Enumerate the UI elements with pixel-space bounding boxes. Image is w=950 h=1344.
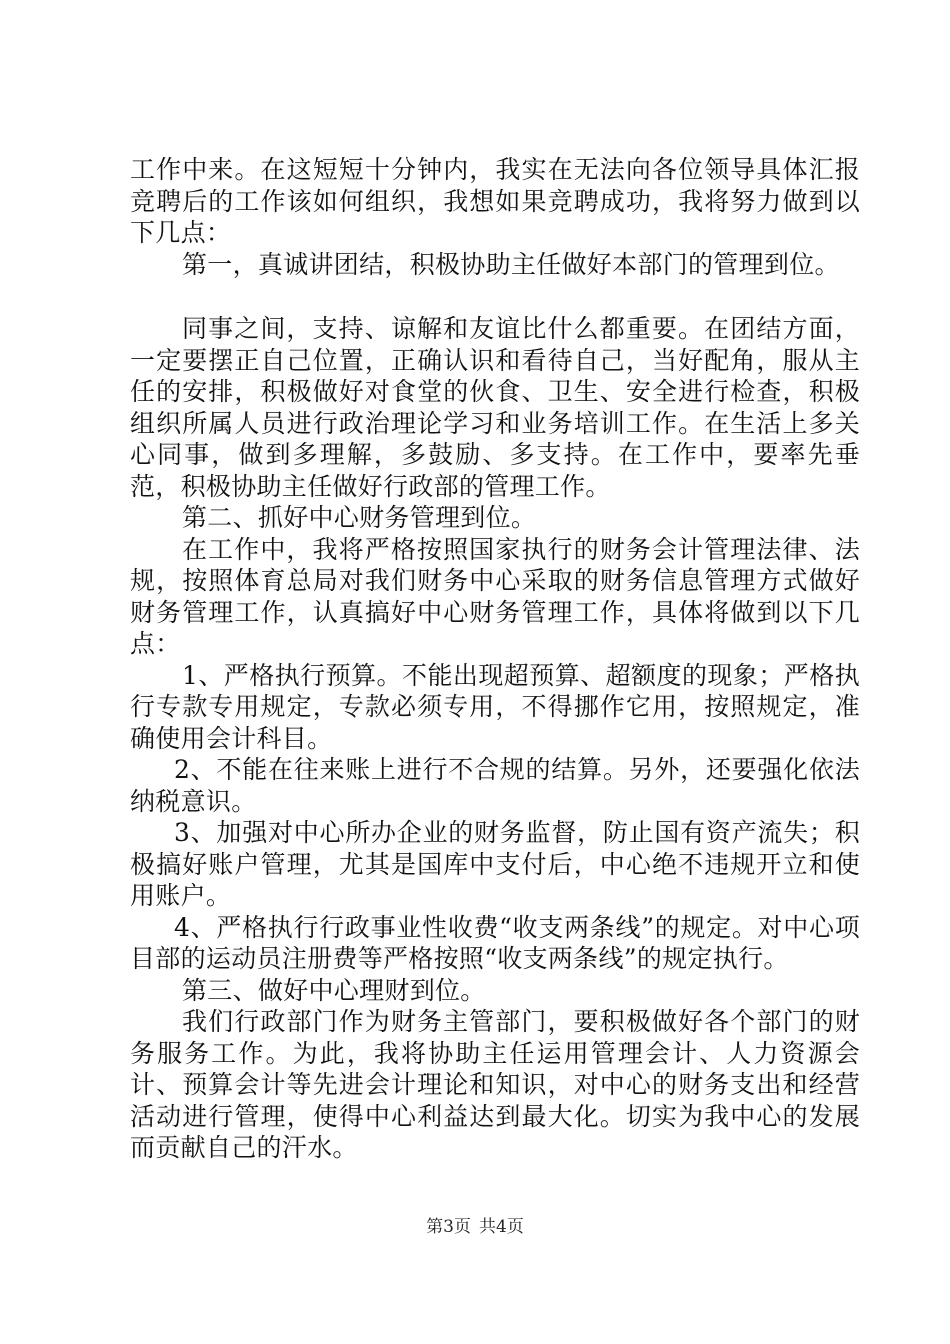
section-heading-second: 第二、抓好中心财务管理到位。 xyxy=(182,503,537,532)
list-item-supervision: 3、加强对中心所办企业的财务监督，防止国有资产流失；积极搞好账户管理，尤其是国库中支付后，中心绝不违规开立和使用账户。 xyxy=(130,818,860,910)
paragraph-intro-continuation: 工作中来。在这短短十分钟内，我实在无法向各位领导具体汇报竞聘后的工作该如何组织，我想如果竞聘成功，我将努力做到以下几点： xyxy=(130,155,860,247)
page-total: 共4页 xyxy=(479,1217,524,1237)
paragraph-finance-management: 在工作中，我将严格按照国家执行的财务会计管理法律、法规，按照体育总局对我们财务中心采取的财务信息管理方式做好财务管理工作，认真搞好中心财务管理工作，具体将做到以下几点： xyxy=(130,534,860,658)
page-footer xyxy=(0,1212,950,1237)
document-body xyxy=(130,154,860,1164)
section-heading-third: 第三、做好中心理财到位。 xyxy=(182,975,486,1005)
list-item-budget: 1、严格执行预算。不能出现超预算、超额度的现象；严格执行专款专用规定，专款必须专用，不得挪作它用，按照规定，准确使用会计科目。 xyxy=(130,660,860,753)
paragraph-gap xyxy=(130,280,860,313)
paragraph-financial-services: 我们行政部门作为财务主管部门，要积极做好各个部门的财务服务工作。为此，我将协助主任运用管理会计、人力资源会计、预算会计等先进会计理论和知识，对中心的财务支出和经营活动进行管理，使得中心利益达到最大化。切实为我中心的发展而贡献自己的汗水。 xyxy=(130,1007,860,1162)
list-item-settlement: 2、不能在往来账上进行不合规的结算。另外，还要强化依法纳税意识。 xyxy=(130,755,860,816)
section-heading-first: 第一，真诚讲团结，积极协助主任做好本部门的管理到位。 xyxy=(182,249,840,279)
page-number: 第3页 xyxy=(426,1217,471,1237)
list-item-fees: 4、严格执行行政事业性收费“收支两条线”的规定。对中心项目部的运动员注册费等严格按照“收支两条线”的规定执行。 xyxy=(130,912,860,973)
paragraph-unity: 同事之间，支持、谅解和友谊比什么都重要。在团结方面，一定要摆正自己位置，正确认识和看待自己，当好配角，服从主任的安排，积极做好对食堂的伙食、卫生、安全进行检查，积极组织所属人员进行政治理论学习和业务培训工作。在生活上多关心同事，做到多理解，多鼓励、多支持。在工作中，要率先垂范，积极协助主任做好行政部的管理工作。 xyxy=(130,314,860,501)
